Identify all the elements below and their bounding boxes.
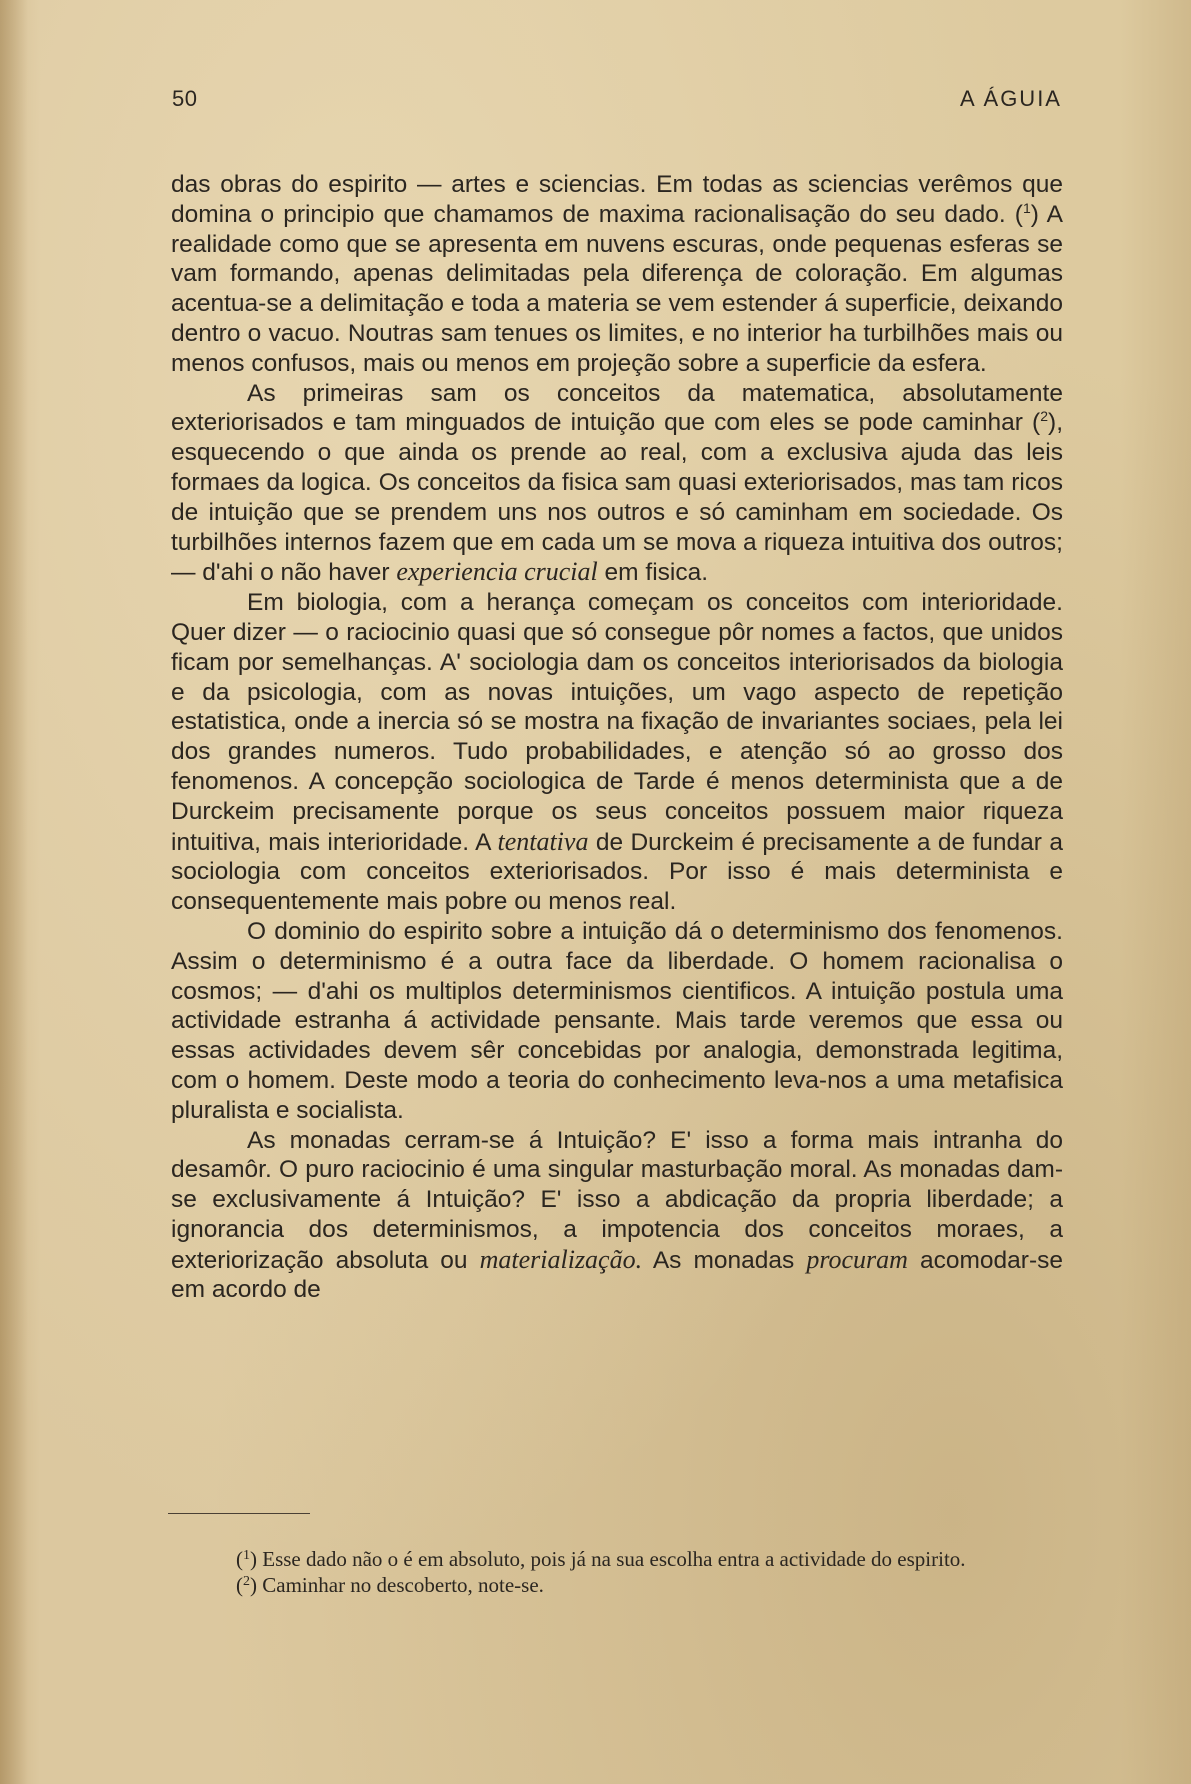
paragraph-3-text-b: de Durckeim é precisamente a de fundar a sociologia com conceitos exteriorisados. Por isso é mais determinista e consequentemente mais pobre ou menos real. bbox=[171, 828, 1063, 916]
paragraph-5 bbox=[171, 1126, 1063, 1306]
footnote-1 bbox=[168, 1546, 1060, 1572]
paragraph-2-text-c: em fisica. bbox=[597, 559, 709, 587]
paragraph-5-italic-2: procuram bbox=[806, 1244, 908, 1274]
paragraph-5-text-b: As monadas bbox=[642, 1246, 807, 1274]
main-text bbox=[171, 170, 1063, 1305]
footnote-2-text: Caminhar no descoberto, note-se. bbox=[257, 1573, 544, 1597]
paragraph-2-text-a: As primeiras sam os conceitos da matematica, absolutamente exteriorisados e tam minguados de intuição que com eles se pode caminhar ( bbox=[171, 379, 1063, 437]
footnote-1-text: Esse dado não o é em absoluto, pois já na sua escolha entra a actividade do espirito. bbox=[257, 1547, 966, 1571]
footnote-ref-2[interactable]: 2 bbox=[1040, 408, 1049, 425]
paragraph-2-italic: experiencia crucial bbox=[396, 557, 598, 587]
paragraph-3-italic: tentativa bbox=[497, 826, 589, 856]
footnote-2 bbox=[168, 1572, 1060, 1598]
footnote-ref-1[interactable]: 1 bbox=[1022, 199, 1031, 216]
paragraph-5-italic-1: materialização. bbox=[479, 1244, 643, 1274]
footnote-divider bbox=[168, 1513, 310, 1514]
journal-title: A ÁGUIA bbox=[959, 86, 1062, 111]
footnote-2-open: ( bbox=[236, 1573, 243, 1597]
paragraph-5-text-c: acomodar-se em acordo de bbox=[171, 1246, 1063, 1304]
paragraph-5-text-a: As monadas cerram-se á Intuição? E' isso a forma mais intranha do desamôr. O puro raciocinio é uma singular masturbação moral. As monadas dam-se exclusivamente á Intuição? E' isso a abdicação da propria liberdade; a ignorancia dos determinismos, a impotencia dos conceitos moraes, a exteriorização absoluta ou bbox=[171, 1126, 1063, 1274]
paragraph-2-text-b: ), esquecendo o que ainda os prende ao real, com a exclusiva ajuda das leis formaes da logica. Os conceitos da fisica sam quasi exteriorisados, mas tam ricos de intuição que se prendem uns nos outros e só caminham em sociedade. Os turbilhões internos fazem que em cada um se mova a riqueza intuitiva dos outros; — d'ahi o não haver bbox=[171, 409, 1063, 587]
footnote-2-close: ) bbox=[250, 1573, 257, 1597]
paragraph-1 bbox=[171, 170, 1063, 379]
footnote-2-mark: 2 bbox=[243, 1574, 250, 1589]
page-binding-shadow bbox=[0, 0, 28, 1784]
paragraph-3 bbox=[171, 588, 1063, 917]
footnotes bbox=[168, 1546, 1060, 1598]
page-number: 50 bbox=[172, 86, 198, 111]
paragraph-1-text-a: das obras do espirito — artes e sciencias. Em todas as sciencias verêmos que domina o principio que chamamos de maxima racionalisação do seu dado. ( bbox=[171, 171, 1063, 228]
paragraph-3-text-a: Em biologia, com a herança começam os conceitos com interioridade. Quer dizer — o raciocinio quasi que só consegue pôr nomes a factos, que unidos ficam por semelhanças. A' sociologia dam os conceitos interiorisados da biologia e da psicologia, com as novas intuições, um vago aspecto de repetição estatistica, onde a inercia só se mostra na fixação de invariantes sociaes, pela lei dos grandes numeros. Tudo probabilidades, e atenção só ao grosso dos fenomenos. A concepção sociologica de Tarde é menos determinista que a de Durckeim precisamente porque os seus conceitos possuem maior riqueza intuitiva, mais interioridade. A bbox=[171, 589, 1063, 856]
footnote-1-open: ( bbox=[236, 1547, 243, 1571]
paragraph-1-text-b: ) A realidade como que se apresenta em nuvens escuras, onde pequenas esferas se vam formando, apenas delimitadas pela diferença de coloração. Em algumas acentua-se a delimitação e toda a materia se vem estender á superficie, deixando dentro o vacuo. Noutras sam tenues os limites, e no interior ha turbilhões mais ou menos confusos, mais ou menos em projeção sobre a superficie da esfera. bbox=[171, 200, 1063, 377]
running-header bbox=[172, 86, 1062, 116]
footnote-1-close: ) bbox=[250, 1547, 257, 1571]
footnote-1-mark: 1 bbox=[243, 1548, 250, 1563]
paragraph-2 bbox=[171, 379, 1063, 589]
paragraph-4: O dominio do espirito sobre a intuição dá o determinismo dos fenomenos. Assim o determinismo é a outra face da liberdade. O homem racionalisa o cosmos; — d'ahi os multiplos determinismos cientificos. A intuição postula uma actividade estranha á actividade pensante. Mais tarde veremos que essa ou essas actividades devem sêr concebidas por analogia, demonstrada legitima, com o homem. Deste modo a teoria do conhecimento leva-nos a uma metafisica pluralista e socialista. bbox=[171, 917, 1063, 1124]
